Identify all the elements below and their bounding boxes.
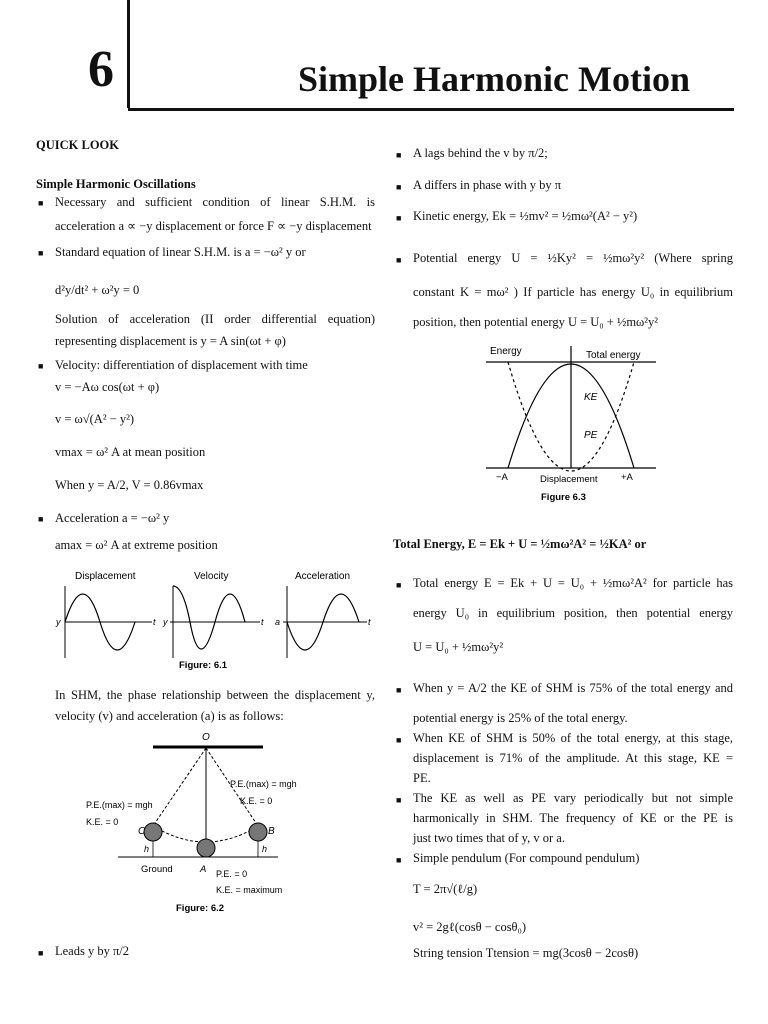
- equation: v² = 2gℓ(cosθ − cosθ₀): [413, 920, 527, 934]
- bullet-icon: ■: [38, 514, 44, 524]
- bullet-icon: ■: [396, 255, 402, 265]
- text-line: Leads y by π/2: [55, 944, 130, 958]
- bob-right: [249, 823, 267, 841]
- figure-label: +A: [621, 472, 633, 483]
- text-line: Necessary and sufficient condition of linear S.H.M. is: [55, 195, 375, 209]
- equation: amax = ω² A at extreme position: [55, 538, 218, 552]
- text-line: The KE as well as PE vary periodically but not simple: [413, 791, 733, 805]
- figure-6-2: [78, 728, 378, 918]
- bob-center: [197, 839, 215, 857]
- equation: U = U₀ + ½mω²y²: [413, 640, 504, 654]
- bullet-icon: ■: [396, 685, 402, 695]
- figure-label: K.E. = maximum: [216, 885, 283, 895]
- bullet-icon: ■: [396, 213, 402, 223]
- header-horizontal-rule: [128, 108, 734, 111]
- figure-label: P.E.(max) = mgh: [86, 800, 153, 810]
- chapter-title: Simple Harmonic Motion: [298, 59, 690, 99]
- figure-caption: Figure 6.3: [541, 492, 586, 503]
- figure-label: K.E. = 0: [240, 796, 273, 806]
- figure-caption: Figure: 6.2: [176, 903, 225, 914]
- text-line: A differs in phase with y by π: [413, 178, 562, 192]
- figure-label: O: [202, 732, 210, 743]
- bullet-icon: ■: [396, 735, 402, 745]
- equation: vmax = ω² A at mean position: [55, 445, 206, 459]
- figure-label: PE: [584, 430, 598, 441]
- figure-label: A: [200, 864, 207, 875]
- header-vertical-rule: [127, 0, 130, 108]
- text-line: Standard equation of linear S.H.M. is a = −ω² y or: [55, 245, 306, 259]
- text-line: Potential energy U = ½Ky² = ½mω²y² (Where spring: [413, 251, 733, 265]
- figure-label: K.E. = 0: [86, 817, 119, 827]
- figure-label: P.E.(max) = mgh: [230, 779, 297, 789]
- text-line: velocity (v) and acceleration (a) is as follows:: [55, 709, 284, 723]
- bullet-icon: ■: [396, 580, 402, 590]
- equation: v = −Aω cos(ωt + φ): [55, 380, 160, 394]
- figure-label: Energy: [490, 346, 522, 357]
- figure-label: Ground: [141, 864, 173, 875]
- bullet-icon: ■: [38, 248, 44, 258]
- axis-label: a: [275, 617, 281, 627]
- figure-label: −A: [496, 472, 508, 483]
- figure-label: P.E. = 0: [216, 869, 248, 879]
- displacement-graph: [55, 586, 156, 658]
- equation: Acceleration a = −ω² y: [55, 511, 170, 525]
- bullet-icon: ■: [38, 198, 44, 208]
- equation: v = ω√(A² − y²): [55, 412, 135, 426]
- text-line: PE.: [413, 771, 431, 785]
- figure-label: KE: [584, 392, 598, 403]
- axis-label: t: [261, 617, 264, 627]
- text-line: just two times that of y, v or a.: [413, 831, 565, 845]
- axis-label: y: [56, 617, 61, 627]
- text-line: position, then potential energy U = U₀ + ½mω²y²: [413, 315, 659, 329]
- axis-label: t: [368, 617, 371, 627]
- text-line: Total energy E = Ek + U = U₀ + ½mω²A² for particle has: [413, 576, 733, 590]
- total-energy-heading: Total Energy, E = Ek + U = ½mω²A² = ½KA² or: [393, 537, 647, 551]
- text-line: potential energy is 25% of the total energy.: [413, 711, 628, 725]
- equation: Kinetic energy, Ek = ½mv² = ½mω²(A² − y²): [413, 209, 638, 223]
- figure-label: Acceleration: [295, 571, 351, 582]
- chapter-number: 6: [88, 41, 114, 98]
- text-line: A lags behind the v by π/2;: [413, 146, 548, 160]
- text-line: Simple pendulum (For compound pendulum): [413, 851, 640, 865]
- figure-label: h: [144, 844, 150, 854]
- figure-label: Velocity: [194, 571, 229, 582]
- figure-label: Displacement: [540, 474, 598, 485]
- figure-label: Displacement: [75, 571, 136, 582]
- figure-caption: Figure: 6.1: [179, 660, 228, 671]
- figure-6-1: [55, 566, 385, 676]
- figure-label: Total energy: [586, 350, 641, 361]
- text-line: Velocity: differentiation of displacement with time: [55, 358, 308, 372]
- equation: String tension Ttension = mg(3cosθ − 2cosθ): [413, 946, 639, 960]
- figure-label: B: [268, 826, 275, 837]
- bullet-icon: ■: [396, 150, 402, 160]
- text-line: constant K = mω² ) If particle has energy U₀ in equilibrium: [413, 285, 733, 299]
- text-line: When y = A/2 the KE of SHM is 75% of the total energy and: [413, 681, 733, 695]
- text-line: harmonically in SHM. The frequency of KE or the PE is: [413, 811, 733, 825]
- axis-label: t: [153, 617, 156, 627]
- axis-label: y: [163, 617, 168, 627]
- equation: T = 2π√(ℓ/g): [413, 882, 478, 896]
- bullet-icon: ■: [396, 182, 402, 192]
- text-line: When KE of SHM is 50% of the total energy, at this stage,: [413, 731, 733, 745]
- quick-look-heading: QUICK LOOK: [36, 138, 119, 152]
- text-line: Solution of acceleration (II order differential equation): [55, 312, 375, 326]
- bob-left: [144, 823, 162, 841]
- text-line: representing displacement is y = A sin(ωt + φ): [55, 334, 286, 348]
- figure-6-3: [478, 340, 678, 508]
- acceleration-graph: [275, 586, 371, 658]
- equation: d²y/dt² + ω²y = 0: [55, 283, 140, 297]
- bullet-icon: ■: [396, 795, 402, 805]
- text-line: energy U₀ in equilibrium position, then potential energy: [413, 606, 733, 620]
- equation: When y = A/2, V = 0.86vmax: [55, 478, 204, 492]
- text-line: displacement is 71% of the amplitude. At this stage, KE =: [413, 751, 733, 765]
- shm-heading: Simple Harmonic Oscillations: [36, 177, 196, 191]
- bullet-icon: ■: [38, 948, 44, 958]
- bullet-icon: ■: [396, 855, 402, 865]
- figure-label: C: [138, 826, 146, 837]
- bullet-icon: ■: [38, 361, 44, 371]
- text-line: acceleration a ∝ −y displacement or force F ∝ −y displacement: [55, 219, 372, 233]
- velocity-graph: [162, 586, 264, 658]
- figure-label: h: [262, 844, 268, 854]
- text-line: In SHM, the phase relationship between the displacement y,: [55, 688, 375, 702]
